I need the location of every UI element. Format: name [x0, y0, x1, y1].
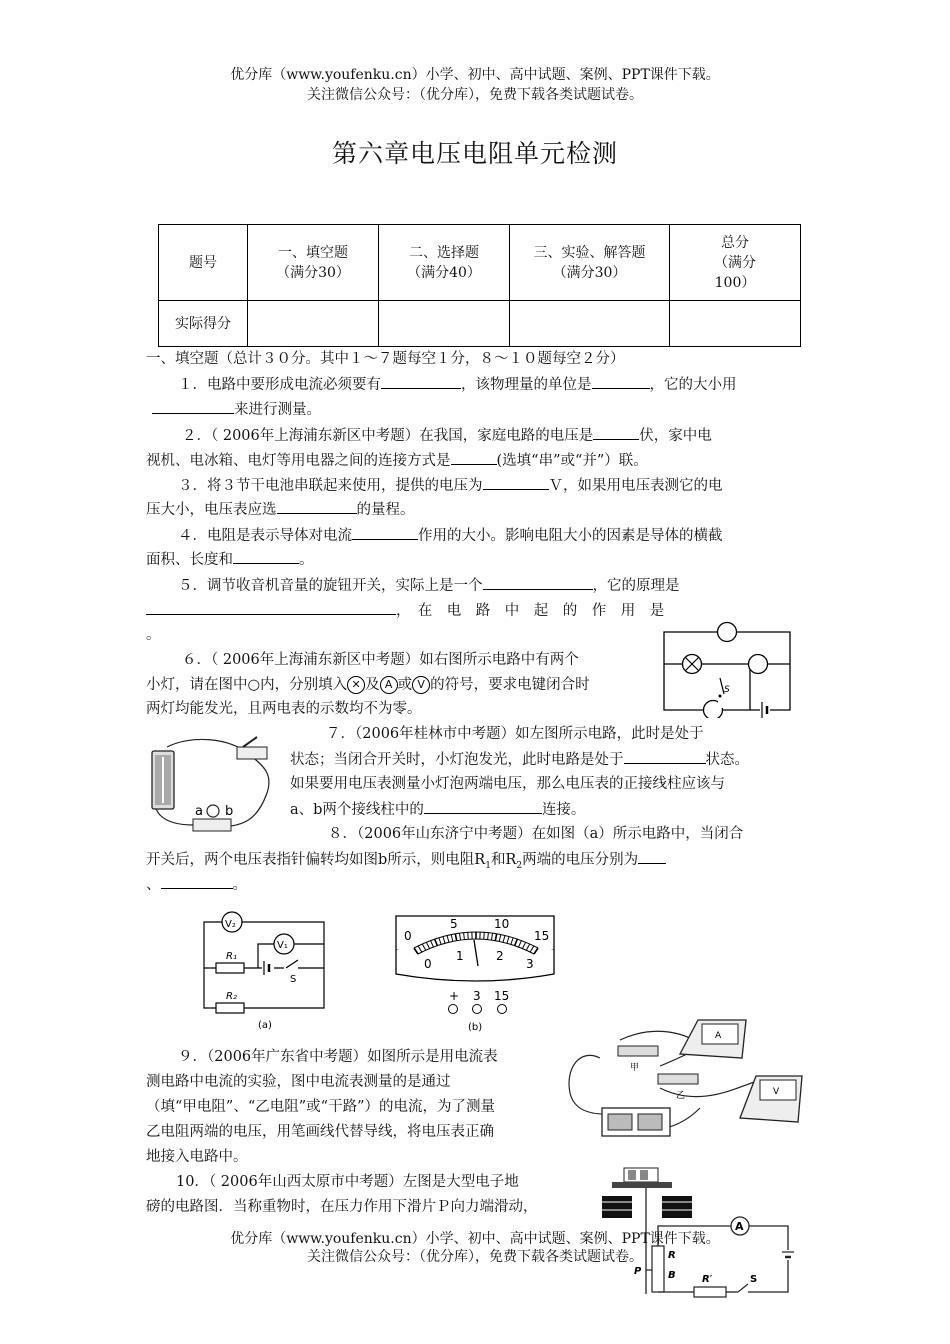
answer-blank[interactable] — [483, 573, 593, 590]
battery-icon — [760, 702, 770, 718]
resistor-yi-label: 乙 — [676, 1091, 686, 1101]
answer-blank[interactable] — [638, 847, 666, 864]
voltmeter-symbol-icon: V — [412, 676, 430, 694]
top-tick-label: 5 — [450, 917, 458, 931]
question-10-line-2: 磅的电路图．当称重物时，在压力作用下滑片Ｐ向力端滑动， — [146, 1199, 538, 1215]
terminal-icon — [449, 1005, 458, 1014]
terminal-label: 3 — [473, 989, 481, 1003]
question-6-line-2: 小灯，请在图中○内，分别填入 ✕ 及 A 或 V 的符号，要求电键闭合时 — [146, 677, 590, 693]
switch-icon — [237, 747, 267, 759]
question-1-line-1: １．电路中要形成电流必须要有 ，该物理量的单位是 ，它的大小用 — [178, 372, 737, 398]
score-header-number: 题号 — [159, 225, 248, 301]
question-6-line-3: 两灯均能发光，且两电表的示数均不为零。 — [146, 701, 422, 717]
score-cell[interactable] — [670, 301, 801, 347]
figure-b-voltmeter — [392, 910, 562, 1035]
score-header-total: 总分 （满分 100） — [670, 225, 801, 301]
q7-circuit-figure — [145, 735, 280, 835]
q9-apparatus-figure — [560, 1018, 810, 1158]
score-table — [158, 224, 801, 347]
question-9-line-2: 测电路中电流的实验，图中电流表测量的是通过 — [146, 1074, 451, 1090]
ammeter-icon — [680, 1020, 746, 1058]
resistor-r2-label: R₂ — [226, 991, 237, 1002]
question-7-line-2: 状态；当闭合开关时，小灯泡发光，此时电路是处于 状态。 — [290, 747, 749, 773]
question-4-line-2: 面积、长度和 。 — [146, 547, 314, 573]
score-header-fill: 一、填空题 （满分30） — [248, 225, 379, 301]
question-3-line-2: 压大小，电压表应选 的量程。 — [146, 497, 415, 523]
voltmeter-icon — [740, 1076, 802, 1122]
figure-b-caption: (b) — [468, 1022, 483, 1033]
top-tick-label: 0 — [404, 929, 412, 943]
question-8-line-3: 、 。 — [146, 872, 247, 898]
question-9-line-4: 乙电阻两端的电压，用笔画线代替导线，将电压表正确 — [146, 1124, 494, 1140]
score-cell[interactable] — [510, 301, 670, 347]
resistor-r-prime-icon — [694, 1287, 726, 1297]
question-3-line-1: ３．将３节干电池串联起来使用，提供的电压为 Ｖ，如果用电压表测它的电 — [178, 473, 723, 499]
spring-icon — [602, 1196, 692, 1218]
question-8-line-2: 开关后，两个电压表指针偏转均如图b所示，则电阻$R_1$和$R_2$两端的电压分别为 — [146, 847, 666, 878]
terminal-b-label: B — [668, 1270, 676, 1281]
header-line-1: 优分库（www.youfenku.cn）小学、初中、高中试题、案例、PPT课件下载。 — [230, 67, 720, 83]
lamp-base-icon — [193, 819, 231, 831]
terminal-icon — [473, 1005, 482, 1014]
terminal-label: 15 — [494, 989, 510, 1003]
top-tick-label: 10 — [494, 917, 510, 931]
bottom-tick-label: 0 — [424, 957, 432, 971]
question-4-line-1: ４．电阻是表示导体对电流 作用的大小。影响电阻大小的因素是导体的横截 — [178, 523, 723, 549]
answer-blank[interactable] — [593, 423, 639, 440]
score-header-experiment: 三、实验、解答题 （满分30） — [510, 225, 670, 301]
switch-icon — [738, 1284, 748, 1292]
score-row-label: 实际得分 — [159, 301, 248, 347]
answer-blank[interactable] — [146, 598, 396, 615]
figure-a-caption: (a) — [258, 1020, 272, 1031]
resistor-r-prime-label: R′ — [702, 1274, 713, 1285]
bottom-tick-label: 2 — [496, 949, 504, 963]
ammeter-label: A — [735, 1220, 744, 1233]
question-9-line-3: （填“甲电阻”、“乙电阻”或“干路”）的电流，为了测量 — [146, 1099, 495, 1115]
dial-tick — [484, 932, 485, 939]
question-6-line-1: ６．（ 2006年上海浦东新区中考题）如右图所示电路中有两个 — [182, 652, 579, 668]
score-cell[interactable] — [379, 301, 510, 347]
meter-slot-top[interactable] — [718, 623, 737, 642]
answer-blank[interactable] — [233, 547, 299, 564]
answer-blank[interactable] — [592, 372, 650, 389]
question-8-line-1: ８．（2006年山东济宁中考题）在如图（a）所示电路中，当闭合 — [328, 826, 744, 842]
footer-line-2: 关注微信公众号：（优分库），免费下载各类试题试卷。 — [307, 1249, 643, 1265]
meter-slot-middle[interactable] — [749, 655, 768, 674]
svg-text:A: A — [715, 1031, 722, 1041]
lamp-symbol-icon: ✕ — [347, 676, 365, 694]
dial-tick — [468, 932, 469, 939]
voltmeter-v2-label: V₂ — [225, 919, 236, 930]
question-5-line-2: ， 在 电 路 中 起 的 作 用 是 — [146, 598, 664, 624]
resistor-r1-icon — [216, 963, 244, 973]
terminal-a-label: a — [195, 804, 203, 819]
svg-text:V: V — [773, 1087, 780, 1097]
resistor-r2-icon — [216, 1003, 244, 1013]
question-7-line-3: 如果要用电压表测量小灯泡两端电压，那么电压表的正接线柱应该与 — [290, 776, 725, 792]
figure-a-circuit — [198, 908, 333, 1033]
question-5-line-3: 。 — [146, 627, 161, 643]
footer-line-1: 优分库（www.youfenku.cn）小学、初中、高中试题、案例、PPT课件下载。 — [230, 1231, 720, 1247]
question-2-line-2: 视机、电冰箱、电灯等用电器之间的连接方式是 (选填“串”或“并”）联。 — [146, 448, 648, 474]
answer-blank[interactable] — [381, 372, 461, 389]
resistor-jia-icon — [618, 1046, 658, 1073]
switch-label: S — [750, 1274, 758, 1285]
answer-blank[interactable] — [161, 872, 233, 889]
ammeter-symbol-icon: A — [380, 676, 398, 694]
bottom-tick-label: 1 — [456, 949, 464, 963]
score-cell[interactable] — [248, 301, 379, 347]
question-7-line-1: ７．（2006年桂林市中考题）如左图所示电路，此时是处于 — [326, 726, 704, 742]
question-5-line-1: ５．调节收音机音量的旋钮开关，实际上是一个 ，它的原理是 — [178, 573, 680, 599]
question-1-line-2: 来进行测量。 — [152, 397, 321, 423]
section-heading: 一、填空题（总计３０分。其中１～７题每空１分，８～１０题每空２分） — [146, 351, 625, 367]
answer-blank[interactable] — [152, 397, 234, 414]
bulb-icon — [207, 805, 219, 817]
question-9-line-1: ９．（2006年广东省中考题）如图所示是用电流表 — [178, 1049, 498, 1065]
score-header-choice: 二、选择题 （满分40） — [379, 225, 510, 301]
answer-blank[interactable] — [424, 797, 542, 814]
header-line-2: 关注微信公众号：（优分库），免费下载各类试题试卷。 — [307, 87, 643, 103]
battery-box-icon — [602, 1108, 670, 1136]
answer-blank[interactable] — [483, 473, 549, 490]
question-7-line-4: a、b两个接线柱中的 连接。 — [290, 797, 585, 823]
page-title: 第六章电压电阻单元检测 — [331, 139, 618, 168]
question-9-line-5: 地接入电路中。 — [146, 1149, 248, 1165]
answer-blank[interactable] — [451, 448, 497, 465]
q6-circuit-figure — [658, 618, 798, 718]
voltmeter-v1-label: V₁ — [277, 940, 288, 951]
slider-p-label: P — [634, 1266, 642, 1277]
switch-label: S — [290, 974, 297, 985]
terminal-b-label: b — [225, 804, 234, 819]
switch-label: S — [724, 685, 730, 695]
terminal-icon — [498, 1005, 507, 1014]
question-2-line-1: ２．（ 2006年上海浦东新区中考题）在我国，家庭电路的电压是 伏，家中电 — [182, 423, 712, 449]
answer-blank[interactable] — [352, 523, 418, 540]
resistor-r1-label: R₁ — [226, 951, 237, 962]
terminal-label: + — [449, 989, 460, 1003]
resistor-jia-label: 甲 — [630, 1063, 640, 1073]
answer-blank[interactable] — [277, 497, 357, 514]
resistor-r-label: R — [668, 1250, 676, 1261]
bottom-tick-label: 3 — [526, 957, 534, 971]
question-10-line-1: 10．（ 2006年山西太原市中考题）左图是大型电子地 — [176, 1174, 519, 1190]
answer-blank[interactable] — [624, 747, 706, 764]
top-tick-label: 15 — [534, 929, 550, 943]
